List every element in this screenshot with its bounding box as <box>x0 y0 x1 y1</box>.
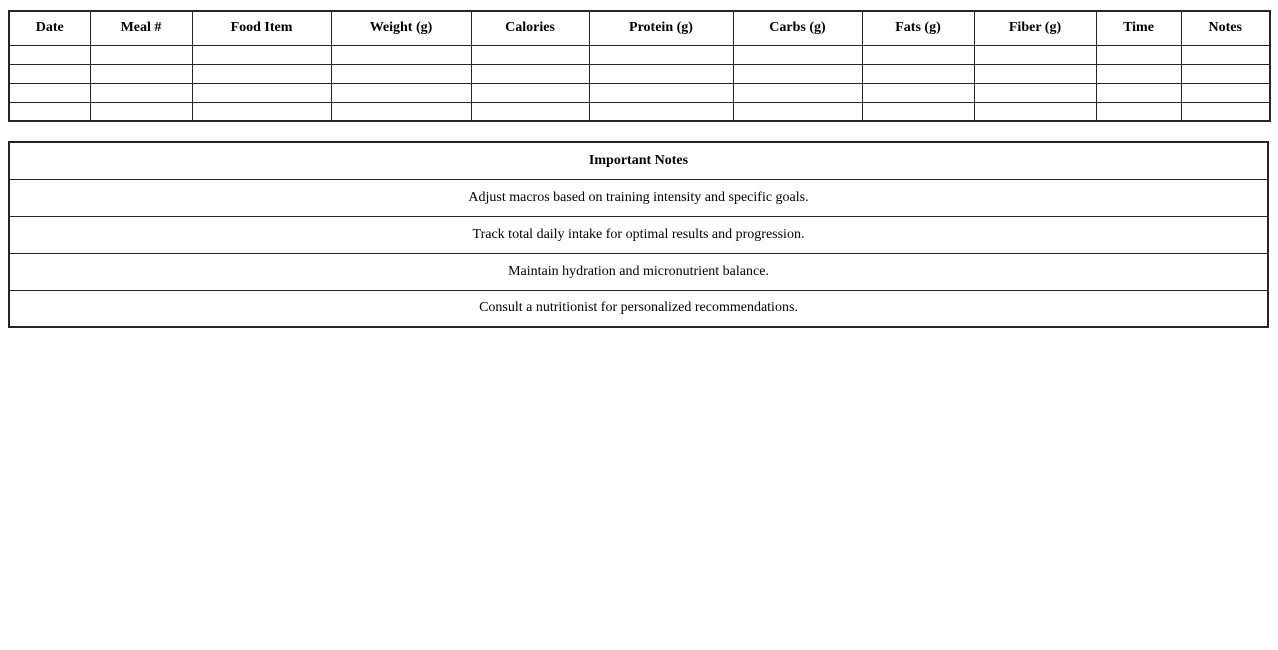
column-header-fiber-g: Fiber (g) <box>974 11 1096 45</box>
meal-log-cell <box>1096 83 1181 102</box>
meal-log-cell <box>862 102 974 121</box>
meal-log-cell <box>331 64 471 83</box>
column-header-time: Time <box>1096 11 1181 45</box>
note-row <box>9 216 1268 253</box>
meal-log-cell <box>1096 102 1181 121</box>
note-row <box>9 253 1268 290</box>
meal-log-cell <box>9 102 90 121</box>
meal-log-cell <box>471 102 589 121</box>
column-header-weight-g: Weight (g) <box>331 11 471 45</box>
note-row <box>9 179 1268 216</box>
meal-log-cell <box>1181 102 1270 121</box>
note-text: Maintain hydration and micronutrient balance. <box>9 253 1268 290</box>
column-header-food-item: Food Item <box>192 11 331 45</box>
meal-log-cell <box>331 83 471 102</box>
meal-log-cell <box>974 64 1096 83</box>
column-header-date: Date <box>9 11 90 45</box>
column-header-calories: Calories <box>471 11 589 45</box>
meal-log-cell <box>733 64 862 83</box>
meal-log-cell <box>589 45 733 64</box>
meal-log-cell <box>471 45 589 64</box>
meal-log-cell <box>9 83 90 102</box>
meal-log-cell <box>733 83 862 102</box>
meal-log-cell <box>862 83 974 102</box>
meal-log-cell <box>90 102 192 121</box>
important-notes-table <box>8 141 1269 328</box>
column-header-fats-g: Fats (g) <box>862 11 974 45</box>
meal-log-table <box>8 10 1271 122</box>
note-row <box>9 290 1268 327</box>
meal-log-cell <box>1181 45 1270 64</box>
notes-title-row <box>9 142 1268 179</box>
meal-log-cell <box>90 83 192 102</box>
meal-log-row <box>9 64 1270 83</box>
meal-log-cell <box>192 83 331 102</box>
meal-log-cell <box>1096 64 1181 83</box>
meal-log-row <box>9 102 1270 121</box>
meal-log-cell <box>589 64 733 83</box>
meal-log-cell <box>331 102 471 121</box>
meal-log-cell <box>331 45 471 64</box>
note-text: Adjust macros based on training intensity and specific goals. <box>9 179 1268 216</box>
note-text: Track total daily intake for optimal results and progression. <box>9 216 1268 253</box>
meal-log-cell <box>974 45 1096 64</box>
meal-log-cell <box>862 64 974 83</box>
column-header-notes: Notes <box>1181 11 1270 45</box>
column-header-protein-g: Protein (g) <box>589 11 733 45</box>
meal-log-cell <box>192 45 331 64</box>
meal-log-cell <box>90 64 192 83</box>
meal-log-header-row <box>9 11 1270 45</box>
meal-log-cell <box>589 83 733 102</box>
column-header-meal: Meal # <box>90 11 192 45</box>
meal-log-cell <box>1181 83 1270 102</box>
meal-log-cell <box>974 102 1096 121</box>
meal-log-cell <box>192 64 331 83</box>
meal-log-cell <box>9 64 90 83</box>
note-text: Consult a nutritionist for personalized recommendations. <box>9 290 1268 327</box>
meal-log-cell <box>1181 64 1270 83</box>
meal-log-cell <box>974 83 1096 102</box>
meal-log-row <box>9 83 1270 102</box>
meal-log-cell <box>733 45 862 64</box>
meal-log-cell <box>192 102 331 121</box>
meal-log-cell <box>733 102 862 121</box>
meal-log-cell <box>9 45 90 64</box>
meal-log-cell <box>862 45 974 64</box>
column-header-carbs-g: Carbs (g) <box>733 11 862 45</box>
meal-log-row <box>9 45 1270 64</box>
meal-log-cell <box>471 83 589 102</box>
meal-log-cell <box>1096 45 1181 64</box>
meal-log-cell <box>471 64 589 83</box>
meal-log-cell <box>589 102 733 121</box>
notes-title: Important Notes <box>9 142 1268 179</box>
meal-log-cell <box>90 45 192 64</box>
